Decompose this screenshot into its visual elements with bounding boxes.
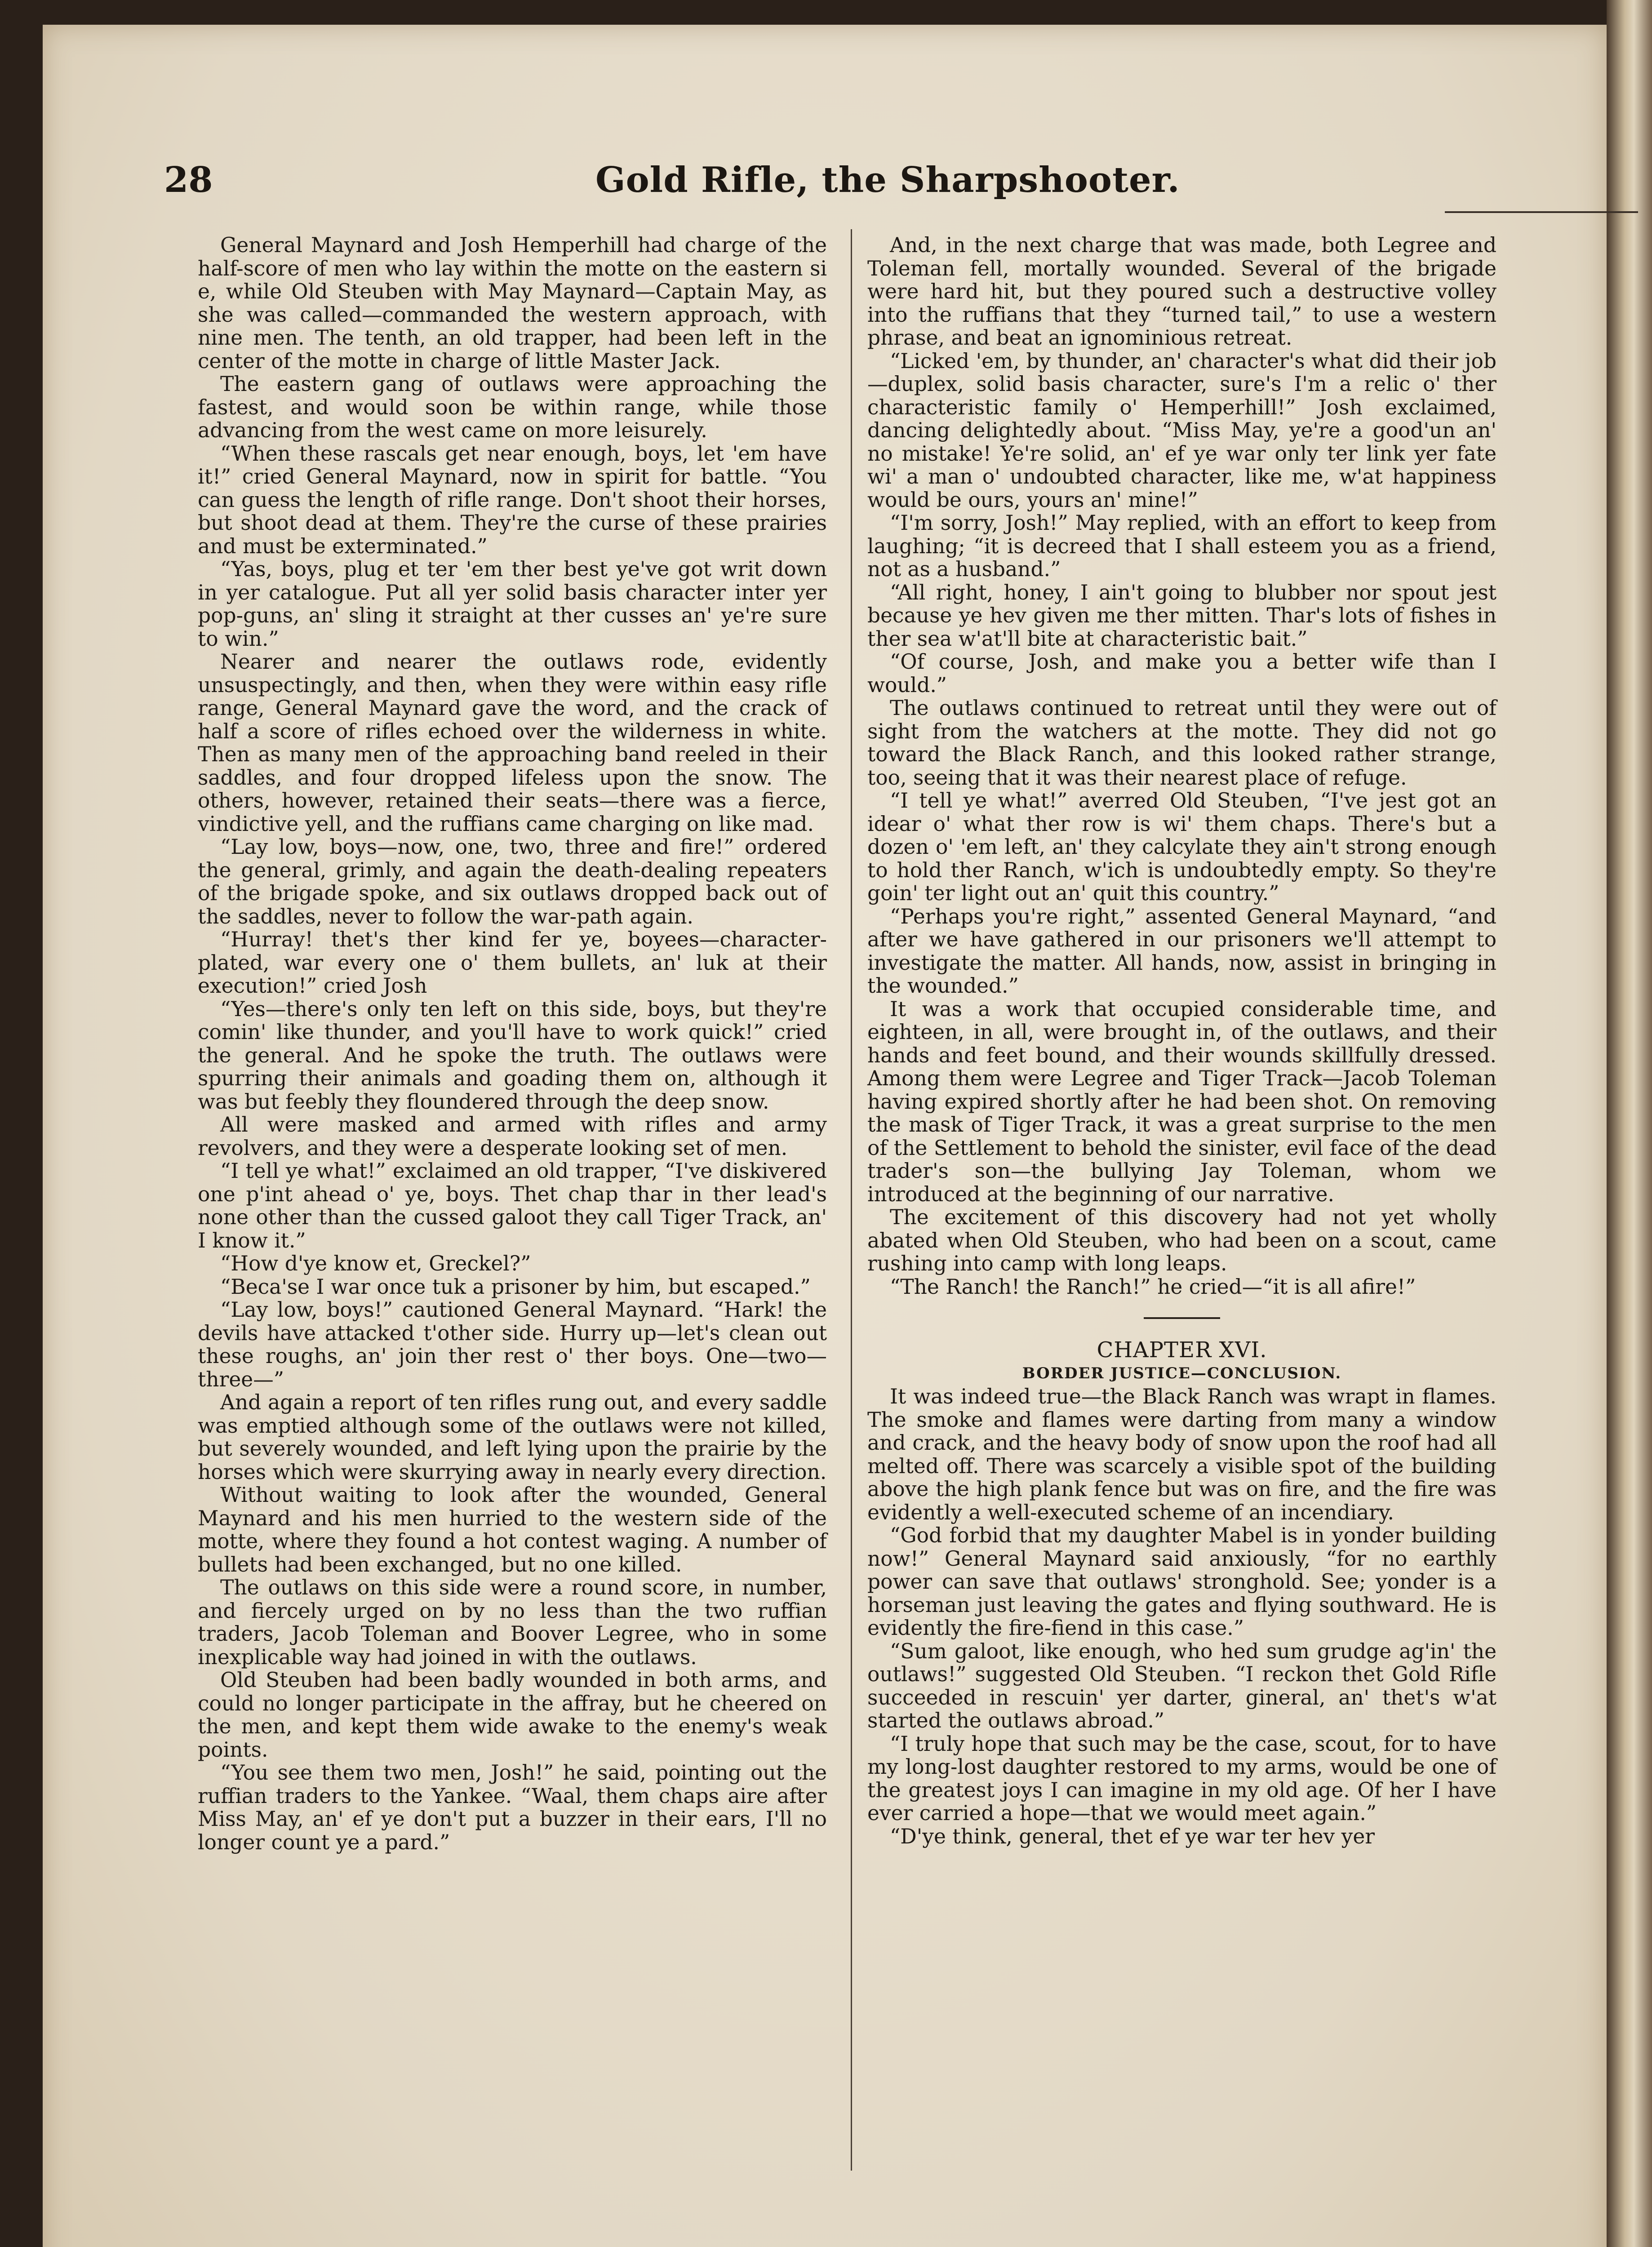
running-head-title: Gold Rifle, the Sharpshooter. — [595, 160, 1180, 200]
chapter-subtitle: BORDER JUSTICE—CONCLUSION. — [1022, 1364, 1342, 1382]
paragraph: “You see them two men, Josh!” he said, pointing out the ruffian traders to the Yankee. “Waal, them chaps aire after Miss May, an' ef ye don't put a buzzer in their ears, I'll no longer count ye a pard.” — [198, 1761, 827, 1854]
paragraph: “How d'ye know et, Greckel?” — [220, 1252, 531, 1275]
paragraph: “I tell ye what!” exclaimed an old trapper, “I've diskivered one p'int ahead o' ye, boys. Thet chap thar in ther lead's none other than the cussed galoot they call Tiger Track, an' I know it.” — [198, 1159, 827, 1252]
paragraph: Nearer and nearer the outlaws rode, evidently unsuspectingly, and then, when they were within easy rifle range, General Maynard gave the word, and the crack of half a score of rifles echoed over the wilderness in white. Then as many men of the approaching band reeled in their saddles, and four dropped lifeless upon the snow. The others, however, retained their seats—there was a fierce, vindictive yell, and the ruffians came charging on like mad. — [198, 650, 827, 836]
paragraph: “I truly hope that such may be the case, scout, for to have my long-lost daughter restored to my arms, would be one of the greatest joys I can imagine in my old age. Of her I have ever carried a hope—that we would meet again.” — [867, 1732, 1497, 1825]
paragraph: And again a report of ten rifles rung out, and every saddle was emptied although some of the outlaws were not killed, but severely wounded, and left lying upon the prairie by the horses which were skurrying away in nearly every direction. — [198, 1390, 827, 1484]
paragraph: “I tell ye what!” averred Old Steuben, “I've jest got an idear o' what ther row is wi' them chaps. There's but a dozen o' 'em left, an' they calcylate they ain't strong enough to hold ther Ranch, w'ich is undoubtedly empty. So they're goin' ter light out an' quit this country.” — [867, 789, 1497, 905]
column-divider — [851, 229, 852, 2171]
paragraph: “Licked 'em, by thunder, an' character's what did their job—duplex, solid basis character, sure's I'm a relic o' ther characteristic family o' Hemperhill!” Josh exclaimed, dancing delightedly about. “Miss May, ye're a good'un an' no mistake! Ye're solid, an' ef ye war only ter link yer fate wi' a man o' undoubted character, like me, w'at happiness would be ours, yours an' mine!” — [867, 349, 1497, 512]
right-column-pre-chapter — [867, 234, 1497, 1298]
paragraph: “Sum galoot, like enough, who hed sum grudge ag'in' the outlaws!” suggested Old Steuben. “I reckon thet Gold Rifle succeeded in rescuin' yer darter, gineral, an' thet's w'at started the outlaws abroad.” — [867, 1639, 1497, 1732]
paragraph: The excitement of this discovery had not yet wholly abated when Old Steuben, who had been on a scout, came rushing into camp with long leaps. — [867, 1205, 1497, 1275]
left-text-column — [198, 234, 827, 1854]
paragraph: The outlaws continued to retreat until they were out of sight from the watchers at the motte. They did not go toward the Black Ranch, and this looked rather strange, too, seeing that it was their nearest place of refuge. — [867, 696, 1497, 790]
page-header — [164, 155, 1503, 209]
paragraph: “God forbid that my daughter Mabel is in yonder building now!” General Maynard said anxiously, “for no earthly power can save that outlaws' stronghold. See; yonder is a horseman just leaving the gates and flying southward. He is evidently the fire-fiend in this case.” — [867, 1523, 1497, 1640]
right-column-chapter-text — [867, 1385, 1497, 1848]
paragraph: The outlaws on this side were a round score, in number, and fiercely urged on by no less than the two ruffian traders, Jacob Toleman and Boover Legree, who in some inexplicable way had joined in with the outlaws. — [198, 1576, 827, 1669]
paragraph: And, in the next charge that was made, both Legree and Toleman fell, mortally wounded. Several of the brigade were hard hit, but they poured such a destructive volley into the ruffians that they “turned tail,” to use a western phrase, and beat an ignominious retreat. — [867, 233, 1497, 350]
paragraph: “All right, honey, I ain't going to blubber nor spout jest because ye hev given me ther mitten. Thar's lots of fishes in ther sea w'at'll bite at characteristic bait.” — [867, 580, 1497, 651]
paragraph: Without waiting to look after the wounded, General Maynard and his men hurried to the western side of the motte, where they found a hot contest waging. A number of bullets had been exchanged, but no one killed. — [198, 1483, 827, 1576]
paragraph: It was a work that occupied considerable time, and eighteen, in all, were brought in, of the outlaws, and their hands and feet bound, and their wounds skillfully dressed. Among them were Legree and Tiger Track—Jacob Toleman having expired shortly after he had been shot. On removing the mask of Tiger Track, it was a great surprise to the men of the Settlement to behold the sinister, evil face of the dead trader's son—the bullying Jay Toleman, whom we introduced at the beginning of our narrative. — [867, 997, 1497, 1206]
page-number: 28 — [164, 160, 213, 200]
header-rule — [1445, 211, 1638, 213]
paragraph: “Perhaps you're right,” assented General Maynard, “and after we have gathered in our prisoners we'll attempt to investigate the matter. All hands, now, assist in bringing in the wounded.” — [867, 904, 1497, 998]
paragraph: Old Steuben had been badly wounded in both arms, and could no longer participate in the affray, but he cheered on the men, and kept them wide awake to the enemy's weak points. — [198, 1668, 827, 1762]
paragraph: “Hurray! thet's ther kind fer ye, boyees—character-plated, war every one o' them bullets, an' luk at their execution!” cried Josh — [198, 928, 827, 998]
paragraph: “Of course, Josh, and make you a better wife than I would.” — [867, 650, 1497, 697]
paragraph: “D'ye think, general, thet ef ye war ter hev yer — [890, 1824, 1375, 1848]
paragraph: General Maynard and Josh Hemperhill had charge of the half-score of men who lay within the motte on the eastern si e, while Old Steuben with May Maynard—Captain May, as she was called—commanded the western approach, with nine men. The tenth, an old trapper, had been left in the center of the motte in charge of little Master Jack. — [198, 233, 827, 373]
paragraph: “When these rascals get near enough, boys, let 'em have it!” cried General Maynard, now in spirit for battle. “You can guess the length of rifle range. Don't shoot their horses, but shoot dead at them. They're the curse of these prairies and must be exterminated.” — [198, 441, 827, 558]
paragraph: “Lay low, boys!” cautioned General Maynard. “Hark! the devils have attacked t'other side. Hurry up—let's clean out these roughs, an' join ther rest o' ther boys. One—two—three—” — [198, 1298, 827, 1391]
chapter-title: CHAPTER XVI. — [1097, 1337, 1267, 1363]
book-spine-edge — [1607, 0, 1652, 2247]
paragraph: “I'm sorry, Josh!” May replied, with an effort to keep from laughing; “it is decreed that I shall esteem you as a friend, not as a husband.” — [867, 511, 1497, 581]
paragraph: The eastern gang of outlaws were approaching the fastest, and would soon be within range, while those advancing from the west came on more leisurely. — [198, 372, 827, 442]
paragraph: “Yas, boys, plug et ter 'em ther best ye've got writ down in yer catalogue. Put all yer solid basis character inter yer pop-guns, an' sling it straight at ther cusses an' ye're sure to win.” — [198, 557, 827, 651]
paragraph: “Beca'se I war once tuk a prisoner by him, but escaped.” — [220, 1274, 811, 1299]
right-text-column — [867, 234, 1497, 1848]
paragraph: It was indeed true—the Black Ranch was wrapt in flames. The smoke and flames were darting from many a window and crack, and the heavy body of snow upon the roof had all melted off. There was scarcely a visible spot of the building above the high plank fence but was on fire, and the fire was evidently a well-executed scheme of an incendiary. — [867, 1385, 1497, 1524]
paragraph: “Yes—there's only ten left on this side, boys, but they're comin' like thunder, and you'll have to work quick!” cried the general. And he spoke the truth. The outlaws were spurring their animals and goading them on, although it was but feebly they floundered through the deep snow. — [198, 997, 827, 1114]
paragraph: All were masked and armed with rifles and army revolvers, and they were a desperate looking set of men. — [198, 1113, 827, 1160]
paragraph: “The Ranch! the Ranch!” he cried—“it is all afire!” — [890, 1274, 1416, 1299]
section-break-rule — [1144, 1317, 1220, 1319]
paragraph: “Lay low, boys—now, one, two, three and fire!” ordered the general, grimly, and again the death-dealing repeaters of the brigade spoke, and six outlaws dropped back out of the saddles, never to follow the war-path again. — [198, 835, 827, 928]
